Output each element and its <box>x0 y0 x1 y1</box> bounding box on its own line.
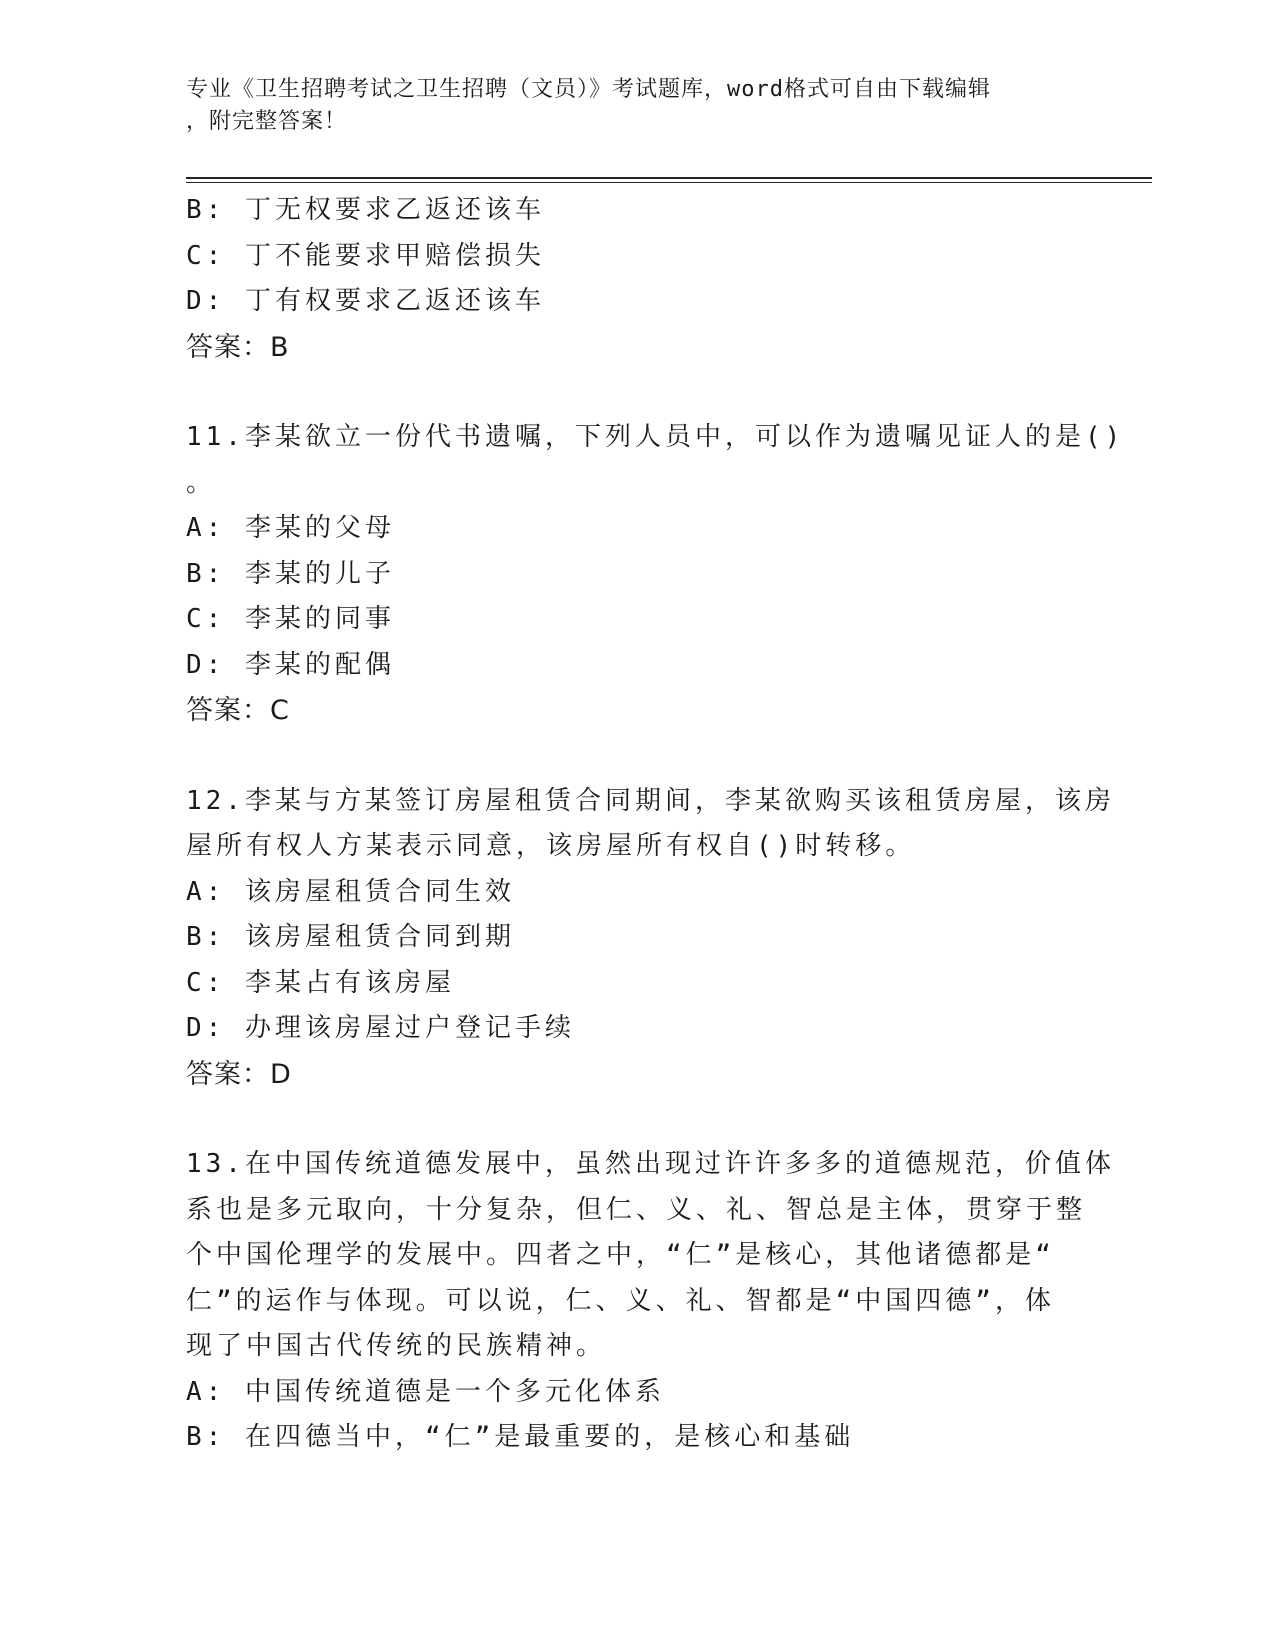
option-a: A: 李某的父母 <box>186 513 395 543</box>
question-11 <box>186 415 1125 734</box>
option-b: B: 在四德当中，“仁”是最重要的，是核心和基础 <box>186 1422 855 1452</box>
question-text-line: 11.李某欲立一份代书遗嘱，下列人员中，可以作为遗嘱见证人的是() <box>186 422 1125 452</box>
header-divider-thin <box>186 182 1152 183</box>
question-text-line: 13.在中国传统道德发展中，虽然出现过许许多多的道德规范，价值体 <box>186 1149 1115 1179</box>
option-d: D: 李某的配偶 <box>186 649 395 680</box>
answer-line: 答案：C <box>186 695 290 726</box>
header-divider-thick <box>186 177 1152 179</box>
question-12 <box>186 779 1115 1098</box>
option-a: A: 中国传统道德是一个多元化体系 <box>186 1376 665 1407</box>
option-c: C: 李某的同事 <box>186 604 395 634</box>
question-10-tail <box>186 188 1086 370</box>
option-a: A: 该房屋租赁合同生效 <box>186 876 515 907</box>
header-line-2: ，附完整答案！ <box>186 109 348 134</box>
option-b: B: 该房屋租赁合同到期 <box>186 922 515 952</box>
question-text-line: 12.李某与方某签订房屋租赁合同期间，李某欲购买该租赁房屋，该房 <box>186 785 1115 816</box>
option-d: D: 办理该房屋过户登记手续 <box>186 1013 575 1043</box>
document-header <box>186 74 1066 138</box>
question-text-line: 仁”的运作与体现。可以说，仁、义、礼、智都是“中国四德”，体 <box>186 1285 1055 1316</box>
option-c: C: 李某占有该房屋 <box>186 967 455 998</box>
option-b: B: 丁无权要求乙返还该车 <box>186 195 545 225</box>
header-line-1: 专业《卫生招聘考试之卫生招聘（文员）》考试题库，word格式可自由下载编辑 <box>186 77 991 102</box>
answer-line: 答案：D <box>186 1058 292 1090</box>
option-c: C: 丁不能要求甲赔偿损失 <box>186 240 545 271</box>
answer-line: 答案：B <box>186 331 290 363</box>
question-13 <box>186 1142 1115 1461</box>
question-text-line: 屋所有权人方某表示同意，该房屋所有权自()时转移。 <box>186 831 916 861</box>
option-d: D: 丁有权要求乙返还该车 <box>186 286 545 316</box>
option-b: B: 李某的儿子 <box>186 558 395 589</box>
question-text-line: 现了中国古代传统的民族精神。 <box>186 1331 607 1361</box>
question-text-line: 。 <box>186 467 217 498</box>
question-text-line: 系也是多元取向，十分复杂，但仁、义、礼、智总是主体，贯穿于整 <box>186 1194 1087 1225</box>
question-list <box>186 188 1125 1461</box>
question-text-line: 个中国伦理学的发展中。四者之中，“仁”是核心，其他诸德都是“ <box>186 1240 1055 1270</box>
